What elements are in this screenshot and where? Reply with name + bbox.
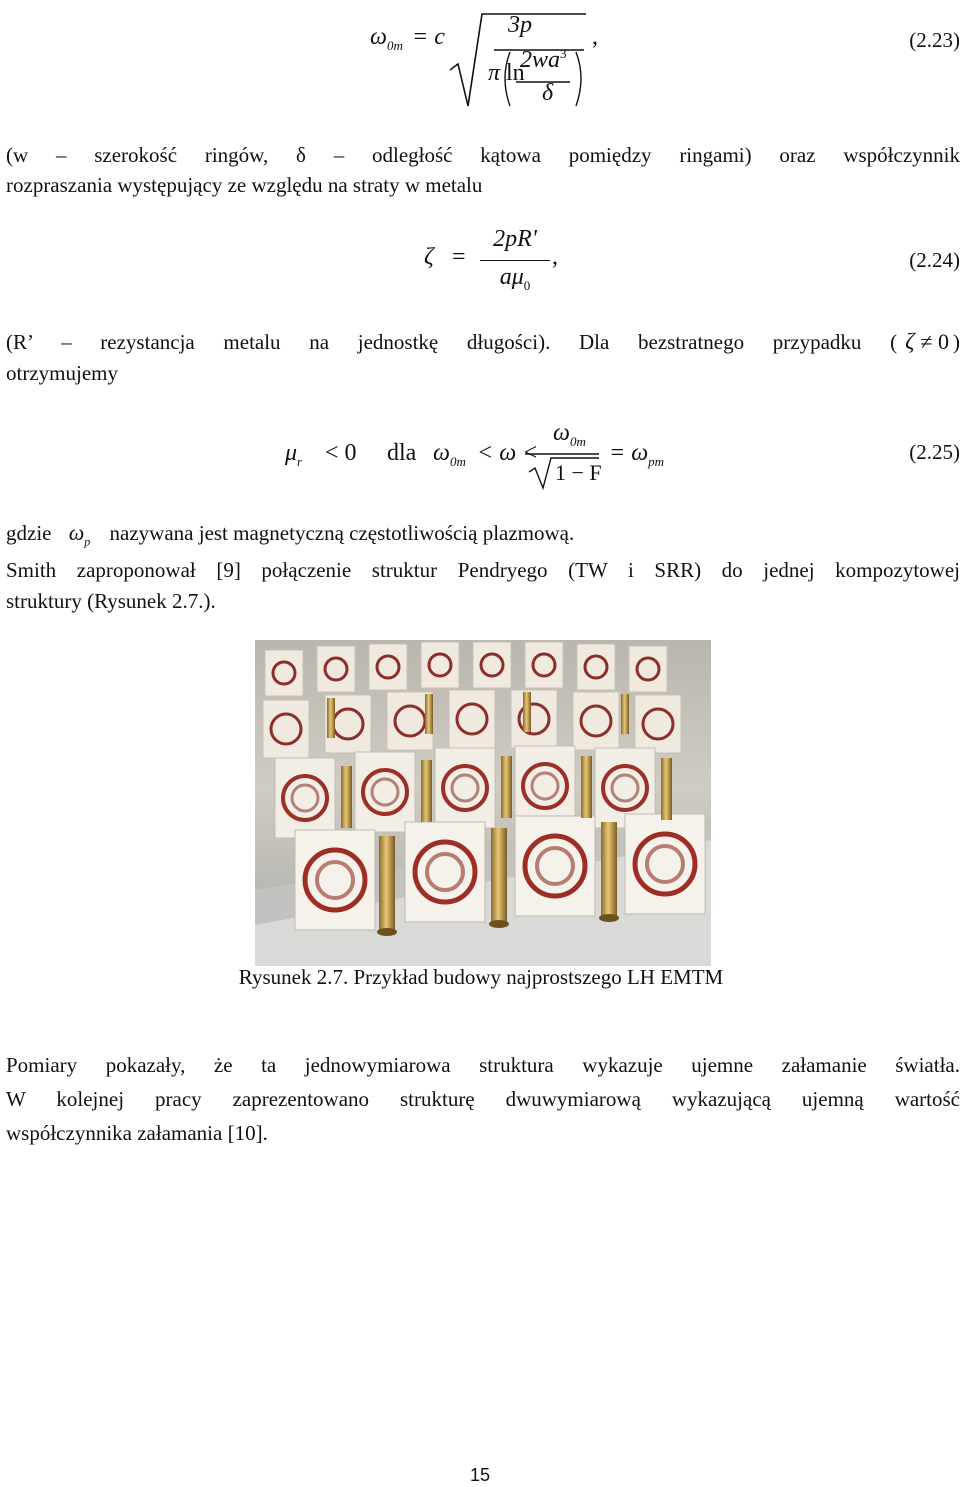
paragraph-line: W kolejnej pracy zaprezentowano strukturę dwuwymiarową wykazującą ujemną wartość	[6, 1087, 960, 1111]
eq-delta: δ	[542, 80, 554, 106]
eq-equals: =	[452, 244, 466, 270]
eq-inner-num: $2wa^3$	[520, 46, 567, 73]
eq-number-2-24: (2.24)	[909, 248, 960, 272]
eq-omega-0m: $\omega_{0m}$	[433, 440, 466, 469]
paragraph-line: Smith zaproponował [9] połączenie struktur Pendryego (TW i SRR) do jednej kompozytowej	[6, 558, 960, 582]
inline-not-equal-zero: ≠ 0	[920, 329, 949, 354]
eq-number-2-23: (2.23)	[909, 28, 960, 52]
gdzie-lead: gdzie	[6, 521, 52, 545]
eq-equals-omega-pm: = $\omega_{pm}$	[609, 440, 665, 469]
eq-mu: $\mu_r$	[285, 440, 303, 469]
lh-emtm-structure-image	[255, 640, 711, 966]
figure-caption: Rysunek 2.7. Przykład budowy najprostszego LH EMTM	[238, 965, 724, 989]
eq-number-2-25: (2.25)	[909, 440, 960, 464]
equation-2-24	[424, 226, 960, 296]
inline-omega-p: $\omega_p$	[68, 520, 91, 549]
eq-zeta: ζ	[424, 244, 434, 270]
eq-dla: dla	[387, 440, 417, 466]
eq-den: $a\mu_0$	[499, 264, 531, 293]
inline-close-paren: )	[953, 330, 960, 354]
paragraph-line: Pomiary pokazały, że ta jednowymiarowa struktura wykazuje ujemne załamanie światła.	[6, 1053, 960, 1077]
eq-comma: ,	[592, 24, 598, 50]
eq-frac-num: $\omega_{0m}$	[553, 420, 586, 449]
eq-comma: ,	[552, 244, 558, 270]
gdzie-rest: nazywana jest magnetyczną częstotliwością plazmową.	[109, 521, 575, 545]
paragraph-text: (R’ – rezystancja metalu na jednostkę długości). Dla bezstratnego przypadku (	[6, 330, 898, 354]
eq-frac-den: 1 − F	[555, 460, 602, 485]
equation-2-25	[285, 420, 960, 495]
paragraph-line-with-math	[6, 327, 960, 357]
page-number: 15	[469, 1465, 491, 1485]
eq-lt-zero: < 0	[325, 440, 357, 466]
inline-zeta: ζ	[905, 329, 915, 354]
paragraph-line: rozpraszania występujący ze względu na straty w metalu	[6, 173, 483, 197]
eq-num: 2pR'	[493, 226, 537, 252]
equation-2-23	[370, 10, 960, 110]
fraction-bar	[480, 260, 550, 261]
eq-pi: π	[488, 60, 501, 86]
figure-photo	[255, 640, 711, 966]
eq-num-3p: 3p	[508, 12, 532, 38]
eq-ln: ln	[506, 60, 525, 86]
eq-mid: < ω <	[477, 440, 539, 466]
eq-equals-c: = c	[412, 24, 445, 50]
gdzie-line	[6, 518, 574, 556]
paragraph-line: struktury (Rysunek 2.7.).	[6, 589, 216, 613]
paragraph-line: (w – szerokość ringów, δ – odległość kątowa pomiędzy ringami) oraz współczynnik	[6, 143, 960, 167]
paragraph-line: otrzymujemy	[6, 361, 118, 385]
paragraph-line: współczynnika załamania [10].	[6, 1121, 268, 1145]
eq-omega: $\omega_{0m}$	[370, 24, 403, 53]
